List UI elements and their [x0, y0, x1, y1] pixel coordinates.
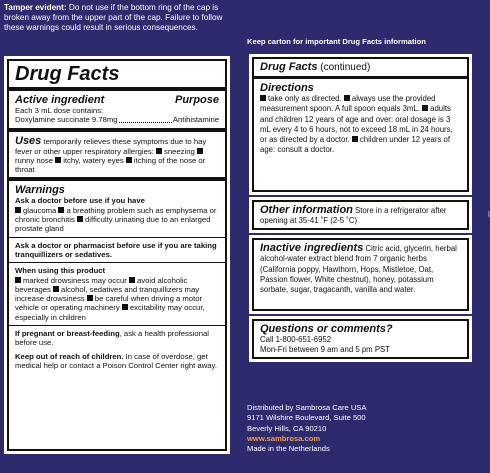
bullet-icon — [129, 277, 135, 283]
other-information-heading: Other information — [260, 204, 353, 216]
uses-heading: Uses — [15, 134, 42, 147]
when-item: be careful when driving a motor vehicle or operating machinery — [15, 294, 203, 313]
tamper-evident-notice — [4, 3, 236, 33]
warning-item: glaucoma — [23, 205, 57, 215]
bullet-icon — [126, 157, 132, 163]
active-ingredient-section — [15, 91, 219, 128]
uses-section — [15, 132, 219, 178]
inactive-ingredients-heading: Inactive ingredients — [260, 242, 364, 254]
continued-title: Drug Facts — [260, 61, 318, 73]
other-information-panel — [249, 197, 472, 233]
inactive-ingredients-text: Citric acid, glycerin, herbal alcohol-water extract blend from 7 organic herbs (California poppy, Hawthorn, Hops, Mistletoe, Oat, Passion flower, White chestnut), honey, potassium sorbate, sugar, tragacanth, vanilla and water. — [260, 244, 457, 295]
drug-facts-frame — [7, 59, 227, 451]
ingredient-purpose: Antihistamine — [172, 115, 219, 125]
bullet-icon — [58, 207, 64, 213]
directions-heading: Directions — [260, 82, 314, 94]
direction-item: take only as directed. — [268, 94, 342, 103]
directions-panel — [249, 54, 472, 195]
uses-item: itching of the nose or throat — [15, 155, 206, 175]
bullet-icon — [15, 277, 21, 283]
when-using-heading: When using this product — [15, 266, 106, 276]
contact-hours: Mon-Fri between 9 am and 5 pm PST — [260, 345, 391, 355]
ask-doctor-heading: Ask a doctor before use if you have — [15, 196, 145, 206]
edge-mark: I — [487, 210, 490, 219]
bullet-icon — [55, 157, 61, 163]
warnings-section — [15, 181, 219, 236]
direction-item: children under 12 years of age: consult a doctor. — [260, 135, 451, 155]
bullet-icon — [260, 95, 266, 101]
direction-item: always use the provided measurement spoon. A full spoon equals 3mL. — [260, 94, 436, 114]
distributor-website: www.sambrosa.com — [247, 433, 321, 443]
when-item: avoid alcoholic beverages — [15, 275, 188, 294]
drug-facts-panel — [4, 56, 230, 454]
questions-heading: Questions or comments? — [260, 323, 393, 335]
when-item: marked drowsiness may occur — [23, 275, 127, 285]
bullet-icon — [422, 105, 428, 111]
bullet-icon — [53, 286, 59, 292]
direction-item: adults and children 12 years of age and over: oral dosage is 3 mL every 4 to 6 hours, not to exceed 18 mL in 24 hours, or as directed by a doctor. — [260, 104, 453, 145]
keep-carton-notice: Keep carton for important Drug Facts information — [247, 37, 426, 46]
distributor-info — [247, 403, 366, 454]
tamper-text: Do not use if the bottom ring of the cap is broken away from the upper part of the cap. Failure to follow these warnings could result in serious consequences. — [4, 3, 223, 32]
bullet-icon — [197, 148, 203, 154]
bullet-icon — [77, 216, 83, 222]
keep-away-bold: Keep out of reach of children. — [15, 351, 124, 361]
active-ingredient-heading: Active ingredient — [15, 94, 105, 106]
bullet-icon — [87, 295, 93, 301]
when-item: alcohol, sedatives and tranquillizers may increase drowsiness — [15, 284, 200, 304]
uses-item: itchy, watery eyes — [63, 155, 124, 165]
bullet-icon — [15, 207, 21, 213]
drug-facts-title: Drug Facts — [15, 63, 120, 85]
bullet-icon — [344, 95, 350, 101]
bullet-icon — [122, 304, 128, 310]
pregnancy-section — [15, 326, 219, 373]
pregnancy-bold: If pregnant or breast-feeding — [15, 329, 120, 339]
dose-statement: Each 3 mL dose contains: — [15, 106, 104, 115]
pregnancy-text: , ask a health professional before use. — [15, 329, 209, 348]
distributor-line: Distributed by Sambrosa Care USA — [247, 403, 367, 412]
ask-pharmacist: Ask a doctor or pharmacist before use if you are taking tranquillizers or sedatives. — [15, 240, 217, 259]
uses-item: runny nose — [15, 155, 54, 165]
inactive-ingredients-panel — [249, 235, 472, 314]
other-information-text: Store in a refrigerator after opening at 35-41 ˚F (2-5 ˚C) — [260, 206, 447, 226]
ask-doctor-list — [15, 206, 219, 234]
bullet-icon — [352, 136, 358, 142]
drug-facts-continued-title — [260, 61, 461, 74]
bullet-icon — [156, 148, 162, 154]
phone-number: Call 1-800-651-6952 — [260, 335, 332, 344]
made-in: Made in the Netherlands — [247, 444, 330, 454]
tamper-label: Tamper evident: — [4, 3, 67, 12]
warning-item: difficulty urinating due to an enlarged prostate gland — [15, 215, 211, 234]
warning-item: a breathing problem such as emphysema or chronic bronchitis — [15, 205, 217, 225]
distributor-address: 9171 Wilshire Boulevard, Suite 500 — [247, 413, 366, 423]
uses-text: temporarily relieves these symptoms due to hay fever or other upper respiratory allergies: — [15, 136, 207, 156]
questions-panel — [249, 316, 472, 362]
continued-label: (continued) — [317, 62, 371, 73]
purpose-heading: Purpose — [174, 94, 219, 106]
warnings-heading: Warnings — [15, 184, 65, 197]
uses-item: sneezing — [164, 146, 195, 156]
keep-away-text: In case of overdose, get medical help or contact a Poison Control Center right away. — [15, 351, 217, 370]
directions-list — [260, 94, 461, 156]
distributor-city: Beverly Hills, CA 90210 — [247, 423, 327, 433]
ingredient-name: Doxylamine succinate 9.78mg — [15, 115, 118, 125]
when-using-section — [15, 263, 219, 325]
when-item: excitability may occur, especially in children — [15, 303, 205, 322]
